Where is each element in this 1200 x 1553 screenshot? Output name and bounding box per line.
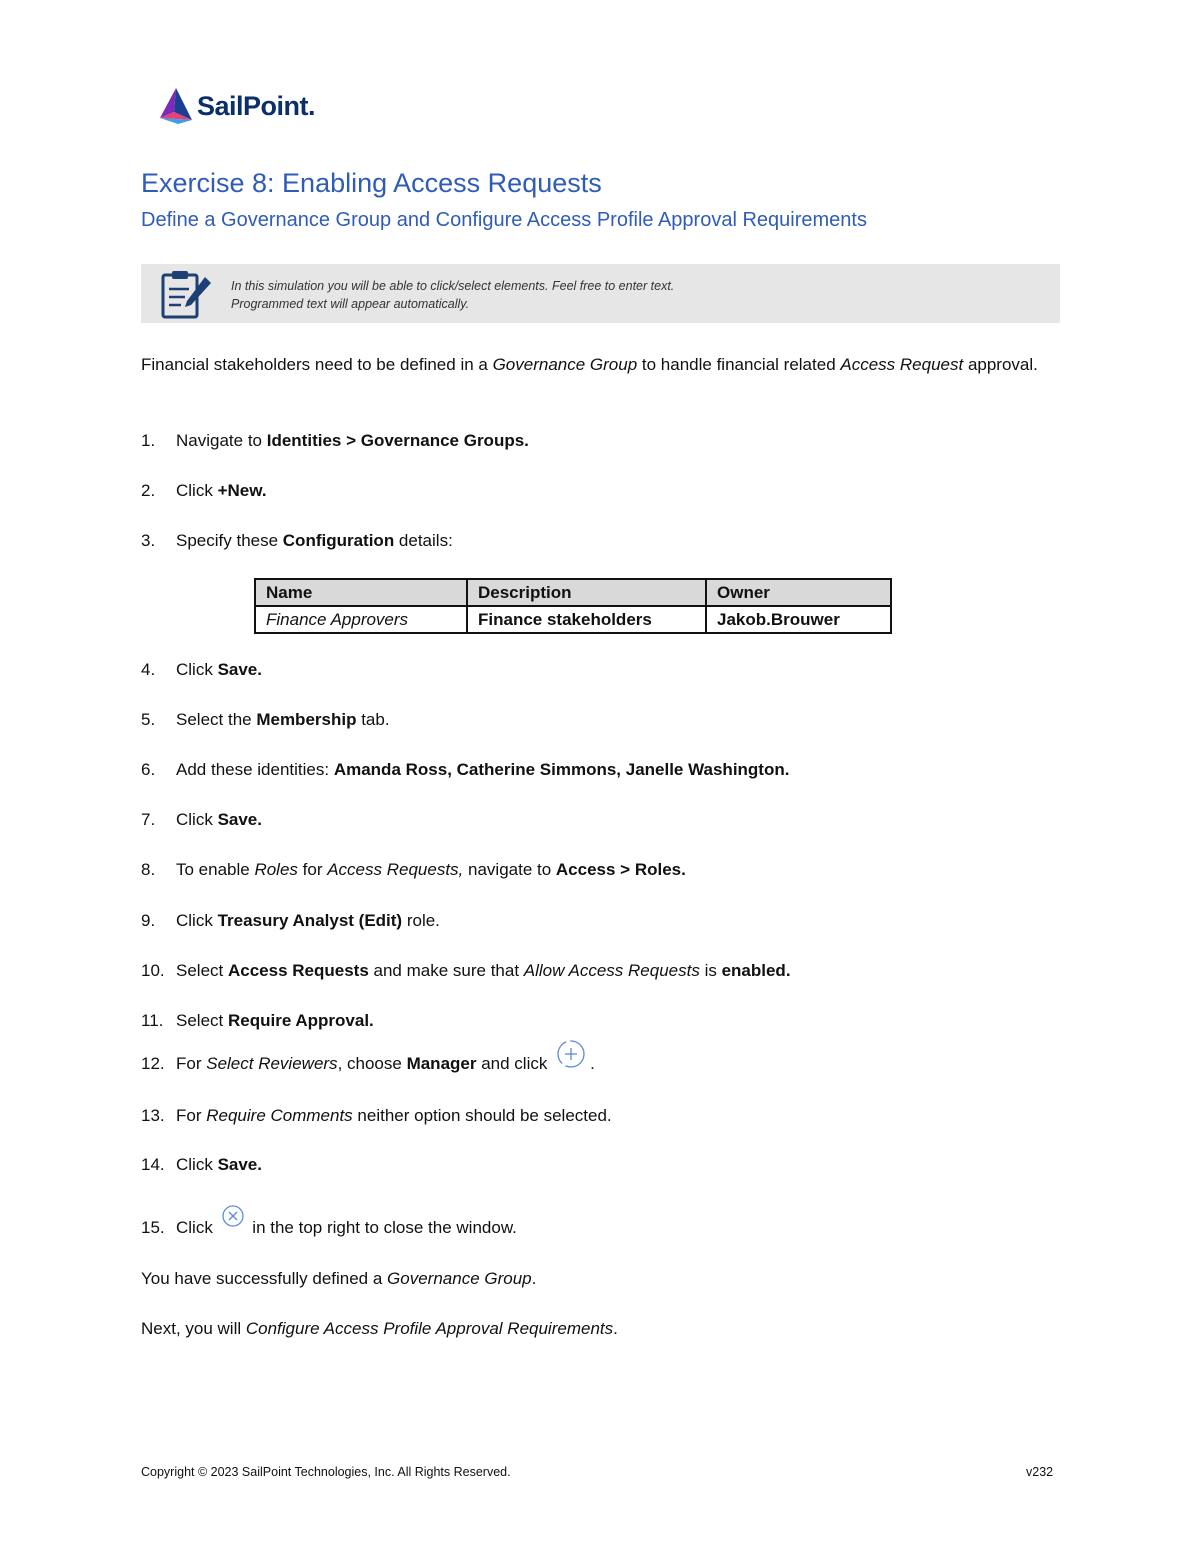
plus-circle-icon [554,1038,588,1072]
step-9: 9. Click Treasury Analyst (Edit) role. [141,911,440,930]
table-cell: Finance stakeholders [467,606,706,633]
table-header: Description [467,579,706,606]
footer-copyright: Copyright © 2023 SailPoint Technologies, Inc. All Rights Reserved. [141,1465,511,1479]
step-10: 10. Select Access Requests and make sure that Allow Access Requests is enabled. [141,961,791,980]
step-2: 2. Click +New. [141,481,267,500]
table-cell: Finance Approvers [255,606,467,633]
step-15: 15. Click in the top right to close the window. [141,1206,1061,1240]
clipboard-pencil-icon [157,269,213,319]
step-14: 14. Click Save. [141,1155,262,1174]
step-12: 12. For Select Reviewers, choose Manager and click . [141,1036,1061,1076]
sailpoint-logo-icon [156,88,194,124]
step-4: 4. Click Save. [141,660,262,679]
page-title: Exercise 8: Enabling Access Requests [141,168,602,198]
simulation-note [141,264,1060,323]
note-line-1: In this simulation you will be able to click/select elements. Feel free to enter text. [231,279,675,293]
configuration-table [254,578,892,634]
step-11: 11. Select Require Approval. [141,1011,374,1030]
footer-version: v232 [1026,1465,1054,1479]
table-header: Name [255,579,467,606]
step-6: 6. Add these identities: Amanda Ross, Catherine Simmons, Janelle Washington. [141,760,790,779]
intro-paragraph: Financial stakeholders need to be defined in a Governance Group to handle financial related Access Request approval. [141,355,1038,374]
step-5: 5. Select the Membership tab. [141,710,390,729]
outro-paragraph-2: Next, you will Configure Access Profile Approval Requirements. [141,1319,618,1338]
outro-paragraph-1: You have successfully defined a Governance Group. [141,1269,537,1288]
step-1: 1. Navigate to Identities > Governance Groups. [141,431,529,450]
table-header: Owner [706,579,891,606]
table-header-row [255,579,891,606]
note-text [231,277,674,313]
note-line-2: Programmed text will appear automatically. [231,297,470,311]
table-row [255,606,891,633]
sailpoint-logo [156,86,315,126]
step-7: 7. Click Save. [141,810,262,829]
step-13: 13. For Require Comments neither option should be selected. [141,1106,612,1125]
table-cell: Jakob.Brouwer [706,606,891,633]
step-3: 3. Specify these Configuration details: [141,531,453,550]
close-circle-icon [220,1204,246,1230]
brand-name: SailPoint. [197,90,316,121]
page-subtitle: Define a Governance Group and Configure Access Profile Approval Requirements [141,209,867,231]
step-8: 8. To enable Roles for Access Requests, navigate to Access > Roles. [141,860,686,879]
